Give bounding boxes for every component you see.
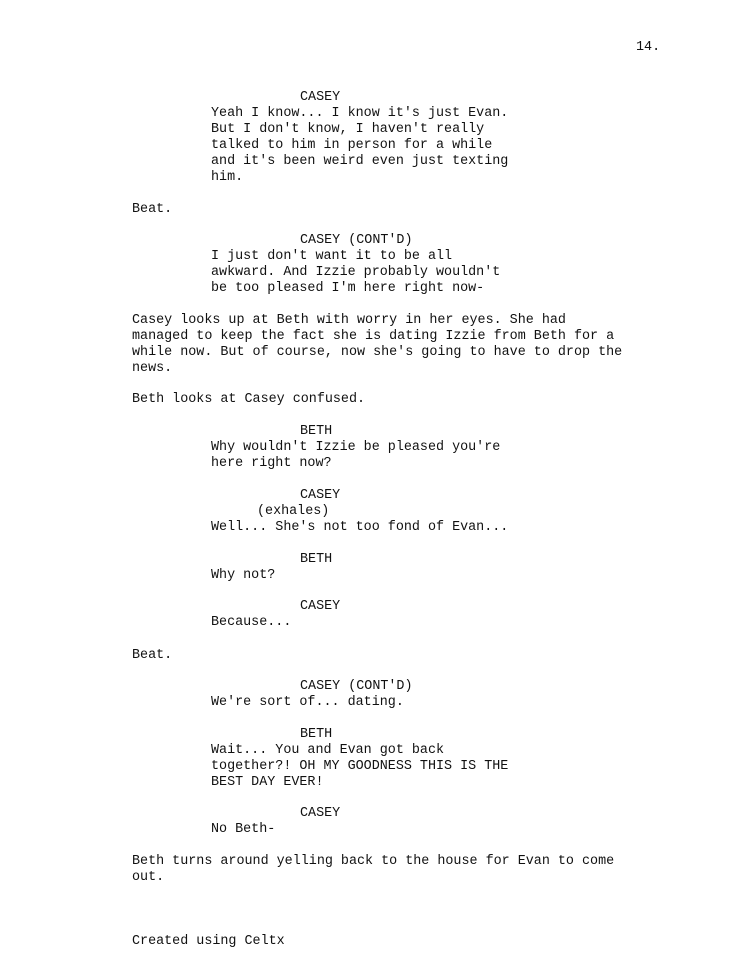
character-name: BETH bbox=[300, 424, 333, 439]
character-name: CASEY bbox=[300, 599, 341, 614]
dialogue: Well... She's not too fond of Evan... bbox=[211, 520, 509, 535]
dialogue: I just don't want it to be all awkward. And Izzie probably wouldn't be too pleased I'm here right now- bbox=[211, 249, 501, 296]
action-line: Casey looks up at Beth with worry in her eyes. She had managed to keep the fact she is dating Izzie from Beth for a while now. But of course, now she's going to have to drop the news. bbox=[132, 313, 623, 376]
page-number: 14. bbox=[636, 40, 661, 55]
dialogue: Because... bbox=[211, 615, 292, 630]
dialogue: Why wouldn't Izzie be pleased you're here right now? bbox=[211, 440, 501, 471]
action-line: Beat. bbox=[132, 202, 173, 217]
action-line: Beth turns around yelling back to the house for Evan to come out. bbox=[132, 854, 615, 885]
character-name: BETH bbox=[300, 552, 333, 567]
character-name: BETH bbox=[300, 727, 333, 742]
action-line: Beat. bbox=[132, 648, 173, 663]
character-name: CASEY (CONT'D) bbox=[300, 233, 413, 248]
character-name: CASEY bbox=[300, 806, 341, 821]
action-line: Beth looks at Casey confused. bbox=[132, 392, 366, 407]
footer-credit: Created using Celtx bbox=[132, 934, 285, 949]
character-name: CASEY bbox=[300, 488, 341, 503]
character-name: CASEY bbox=[300, 90, 341, 105]
dialogue: Why not? bbox=[211, 568, 276, 583]
dialogue: Wait... You and Evan got back together?! OH MY GOODNESS THIS IS THE BEST DAY EVER! bbox=[211, 743, 509, 790]
dialogue: No Beth- bbox=[211, 822, 276, 837]
parenthetical: (exhales) bbox=[257, 504, 330, 519]
dialogue: We're sort of... dating. bbox=[211, 695, 404, 710]
character-name: CASEY (CONT'D) bbox=[300, 679, 413, 694]
dialogue: Yeah I know... I know it's just Evan. But I don't know, I haven't really talked to him in person for a while and it's been weird even just texting him. bbox=[211, 106, 509, 185]
